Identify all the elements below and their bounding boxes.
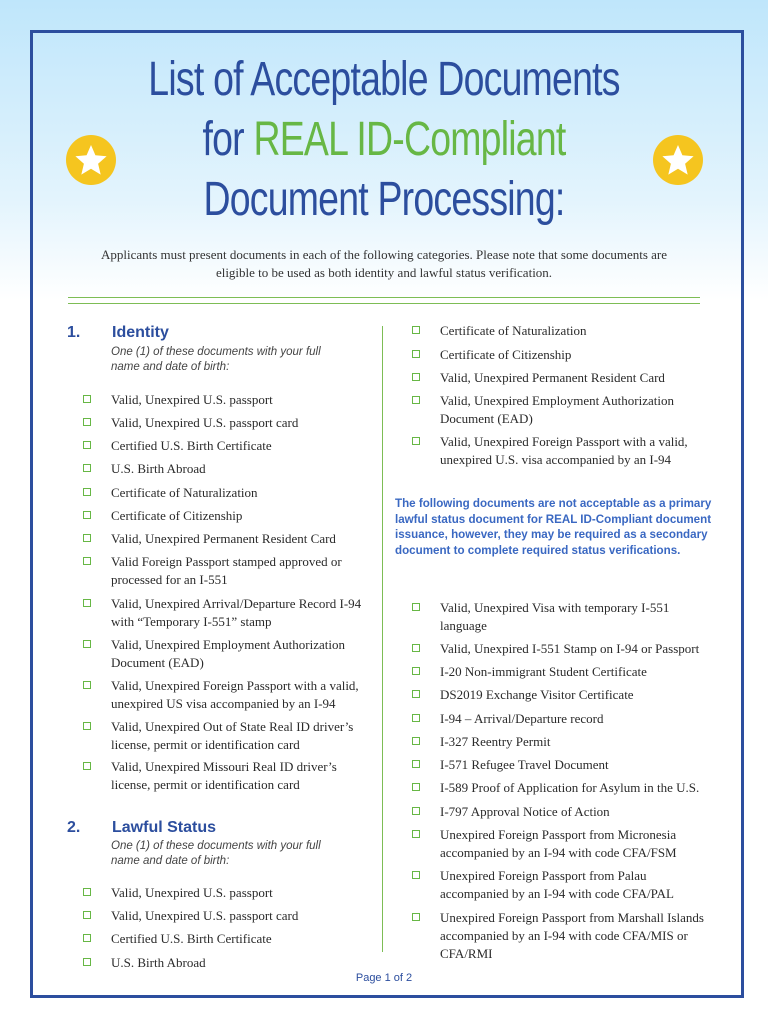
checkbox-icon: [83, 888, 91, 896]
title-line-1: List of Acceptable Documents: [148, 53, 620, 106]
list-item-label: Valid, Unexpired Arrival/Departure Record I-94 with “Temporary I-551” stamp: [111, 596, 362, 629]
list-item-label: Unexpired Foreign Passport from Palau accompanied by an I-94 with code CFA/PAL: [440, 868, 674, 901]
list-item-label: Certified U.S. Birth Certificate: [111, 438, 272, 453]
list-item-label: I-797 Approval Notice of Action: [440, 804, 610, 819]
list-item-label: Valid, Unexpired Employment Authorization Document (EAD): [440, 393, 674, 426]
list-item-label: Valid, Unexpired Employment Authorization Document (EAD): [111, 637, 345, 670]
checkbox-icon: [83, 958, 91, 966]
list-item: [111, 507, 373, 525]
list-item: [111, 553, 373, 589]
list-item: [440, 369, 710, 387]
divider-top: [68, 297, 700, 298]
list-item: [111, 884, 373, 902]
star-icon: [653, 135, 703, 185]
checkbox-icon: [83, 911, 91, 919]
list-item-label: I-589 Proof of Application for Asylum in the U.S.: [440, 780, 700, 795]
checkbox-icon: [412, 603, 420, 611]
list-item-label: Valid, Unexpired U.S. passport card: [111, 908, 299, 923]
list-item: [440, 599, 710, 635]
list-item: [440, 392, 710, 428]
list-item-label: I-94 – Arrival/Departure record: [440, 711, 604, 726]
list-item-label: Certificate of Citizenship: [440, 347, 572, 362]
list-item: [111, 484, 373, 502]
checkbox-icon: [83, 488, 91, 496]
checkbox-icon: [412, 644, 420, 652]
list-item-label: Valid, Unexpired Visa with temporary I-551 language: [440, 600, 670, 633]
checkbox-icon: [83, 557, 91, 565]
page-title: [84, 50, 683, 230]
section-identity-subtitle: One (1) of these documents with your full name and date of birth:: [111, 346, 321, 373]
list-item: [111, 595, 373, 631]
list-item-label: Valid, Unexpired I-551 Stamp on I-94 or Passport: [440, 641, 700, 656]
list-item: [111, 718, 373, 754]
list-item-label: U.S. Birth Abroad: [111, 461, 206, 476]
checkbox-icon: [412, 714, 420, 722]
list-item-label: DS2019 Exchange Visitor Certificate: [440, 687, 634, 702]
list-item: [111, 636, 373, 672]
checkbox-icon: [412, 871, 420, 879]
checkbox-icon: [412, 913, 420, 921]
list-item: [440, 663, 710, 681]
intro-text: Applicants must present documents in each of the following categories. Please note that some documents are eligible to be used as both identity and lawful status verification.: [100, 247, 668, 280]
list-item-label: Valid Foreign Passport stamped approved or processed for an I-551: [111, 554, 342, 587]
star-icon: [66, 135, 116, 185]
checkbox-icon: [412, 737, 420, 745]
list-item-label: Unexpired Foreign Passport from Micronesia accompanied by an I-94 with code CFA/FSM: [440, 827, 677, 860]
checkbox-icon: [412, 830, 420, 838]
list-item: [111, 437, 373, 455]
section-number: 1.: [67, 324, 81, 341]
list-item-label: Valid, Unexpired U.S. passport card: [111, 415, 299, 430]
list-item-label: Valid, Unexpired Out of State Real ID driver’s license, permit or identification card: [111, 719, 354, 752]
secondary-documents-note: The following documents are not acceptable as a primary lawful status document for REAL ID-Compliant document issuance, however, they may be required as a secondary document to complete required status verifications.: [395, 497, 712, 557]
page-number: Page 1 of 2: [355, 972, 413, 984]
section-number: 2.: [67, 819, 81, 836]
list-item: [440, 826, 710, 862]
column-divider: [382, 326, 383, 952]
list-item: [440, 640, 710, 658]
list-item-label: I-20 Non-immigrant Student Certificate: [440, 664, 647, 679]
checkbox-icon: [83, 418, 91, 426]
list-item: [440, 346, 710, 364]
title-line-3: Document Processing:: [203, 173, 565, 226]
list-item: [440, 867, 710, 903]
checkbox-icon: [83, 395, 91, 403]
checkbox-icon: [83, 441, 91, 449]
list-item: [111, 758, 373, 794]
list-item-label: I-327 Reentry Permit: [440, 734, 551, 749]
checkbox-icon: [412, 783, 420, 791]
checkbox-icon: [83, 599, 91, 607]
checkbox-icon: [412, 807, 420, 815]
list-item: [111, 677, 373, 713]
list-item: [440, 710, 710, 728]
list-item: [440, 803, 710, 821]
list-item: [440, 322, 710, 340]
list-item: [440, 733, 710, 751]
list-item-label: U.S. Birth Abroad: [111, 955, 206, 970]
checkbox-icon: [412, 326, 420, 334]
title-line-2-prefix: for: [202, 113, 254, 166]
list-item-label: Valid, Unexpired U.S. passport: [111, 885, 273, 900]
list-item: [111, 954, 373, 972]
checkbox-icon: [83, 511, 91, 519]
list-item: [440, 756, 710, 774]
list-item: [111, 414, 373, 432]
checkbox-icon: [83, 681, 91, 689]
list-item: [111, 930, 373, 948]
list-item: [111, 391, 373, 409]
list-item-label: Valid, Unexpired Foreign Passport with a valid, unexpired US visa accompanied by an I-94: [111, 678, 359, 711]
list-item: [440, 686, 710, 704]
list-item-label: I-571 Refugee Travel Document: [440, 757, 609, 772]
title-line-2: [84, 110, 683, 170]
list-item-label: Valid, Unexpired Permanent Resident Card: [440, 370, 665, 385]
checkbox-icon: [412, 760, 420, 768]
section-title: Identity: [112, 324, 169, 341]
list-item-label: Unexpired Foreign Passport from Marshall Islands accompanied by an I-94 with code CFA/MIS or CFA/RMI: [440, 910, 704, 961]
list-item: [111, 907, 373, 925]
checkbox-icon: [412, 396, 420, 404]
checkbox-icon: [412, 437, 420, 445]
list-item-label: Certificate of Citizenship: [111, 508, 243, 523]
checkbox-icon: [412, 690, 420, 698]
checkbox-icon: [83, 762, 91, 770]
checkbox-icon: [83, 934, 91, 942]
checkbox-icon: [83, 464, 91, 472]
divider-bottom: [68, 303, 700, 304]
checkbox-icon: [83, 722, 91, 730]
checkbox-icon: [83, 640, 91, 648]
list-item-label: Certified U.S. Birth Certificate: [111, 931, 272, 946]
list-item: [111, 460, 373, 478]
list-item-label: Valid, Unexpired Permanent Resident Card: [111, 531, 336, 546]
title-highlight: REAL ID-Compliant: [253, 113, 566, 166]
checkbox-icon: [83, 534, 91, 542]
list-item: [111, 530, 373, 548]
list-item-label: Valid, Unexpired Foreign Passport with a valid, unexpired U.S. visa accompanied by an I-94: [440, 434, 688, 467]
list-item-label: Certificate of Naturalization: [440, 323, 587, 338]
list-item: [440, 779, 710, 797]
section-title: Lawful Status: [112, 819, 217, 836]
list-item: [440, 433, 710, 469]
list-item-label: Certificate of Naturalization: [111, 485, 258, 500]
checkbox-icon: [412, 667, 420, 675]
list-item: [440, 909, 710, 963]
section-lawful-status-subtitle: One (1) of these documents with your full name and date of birth:: [111, 840, 321, 867]
list-item-label: Valid, Unexpired U.S. passport: [111, 392, 273, 407]
list-item-label: Valid, Unexpired Missouri Real ID driver’s license, permit or identification card: [111, 759, 337, 792]
checkbox-icon: [412, 373, 420, 381]
checkbox-icon: [412, 350, 420, 358]
